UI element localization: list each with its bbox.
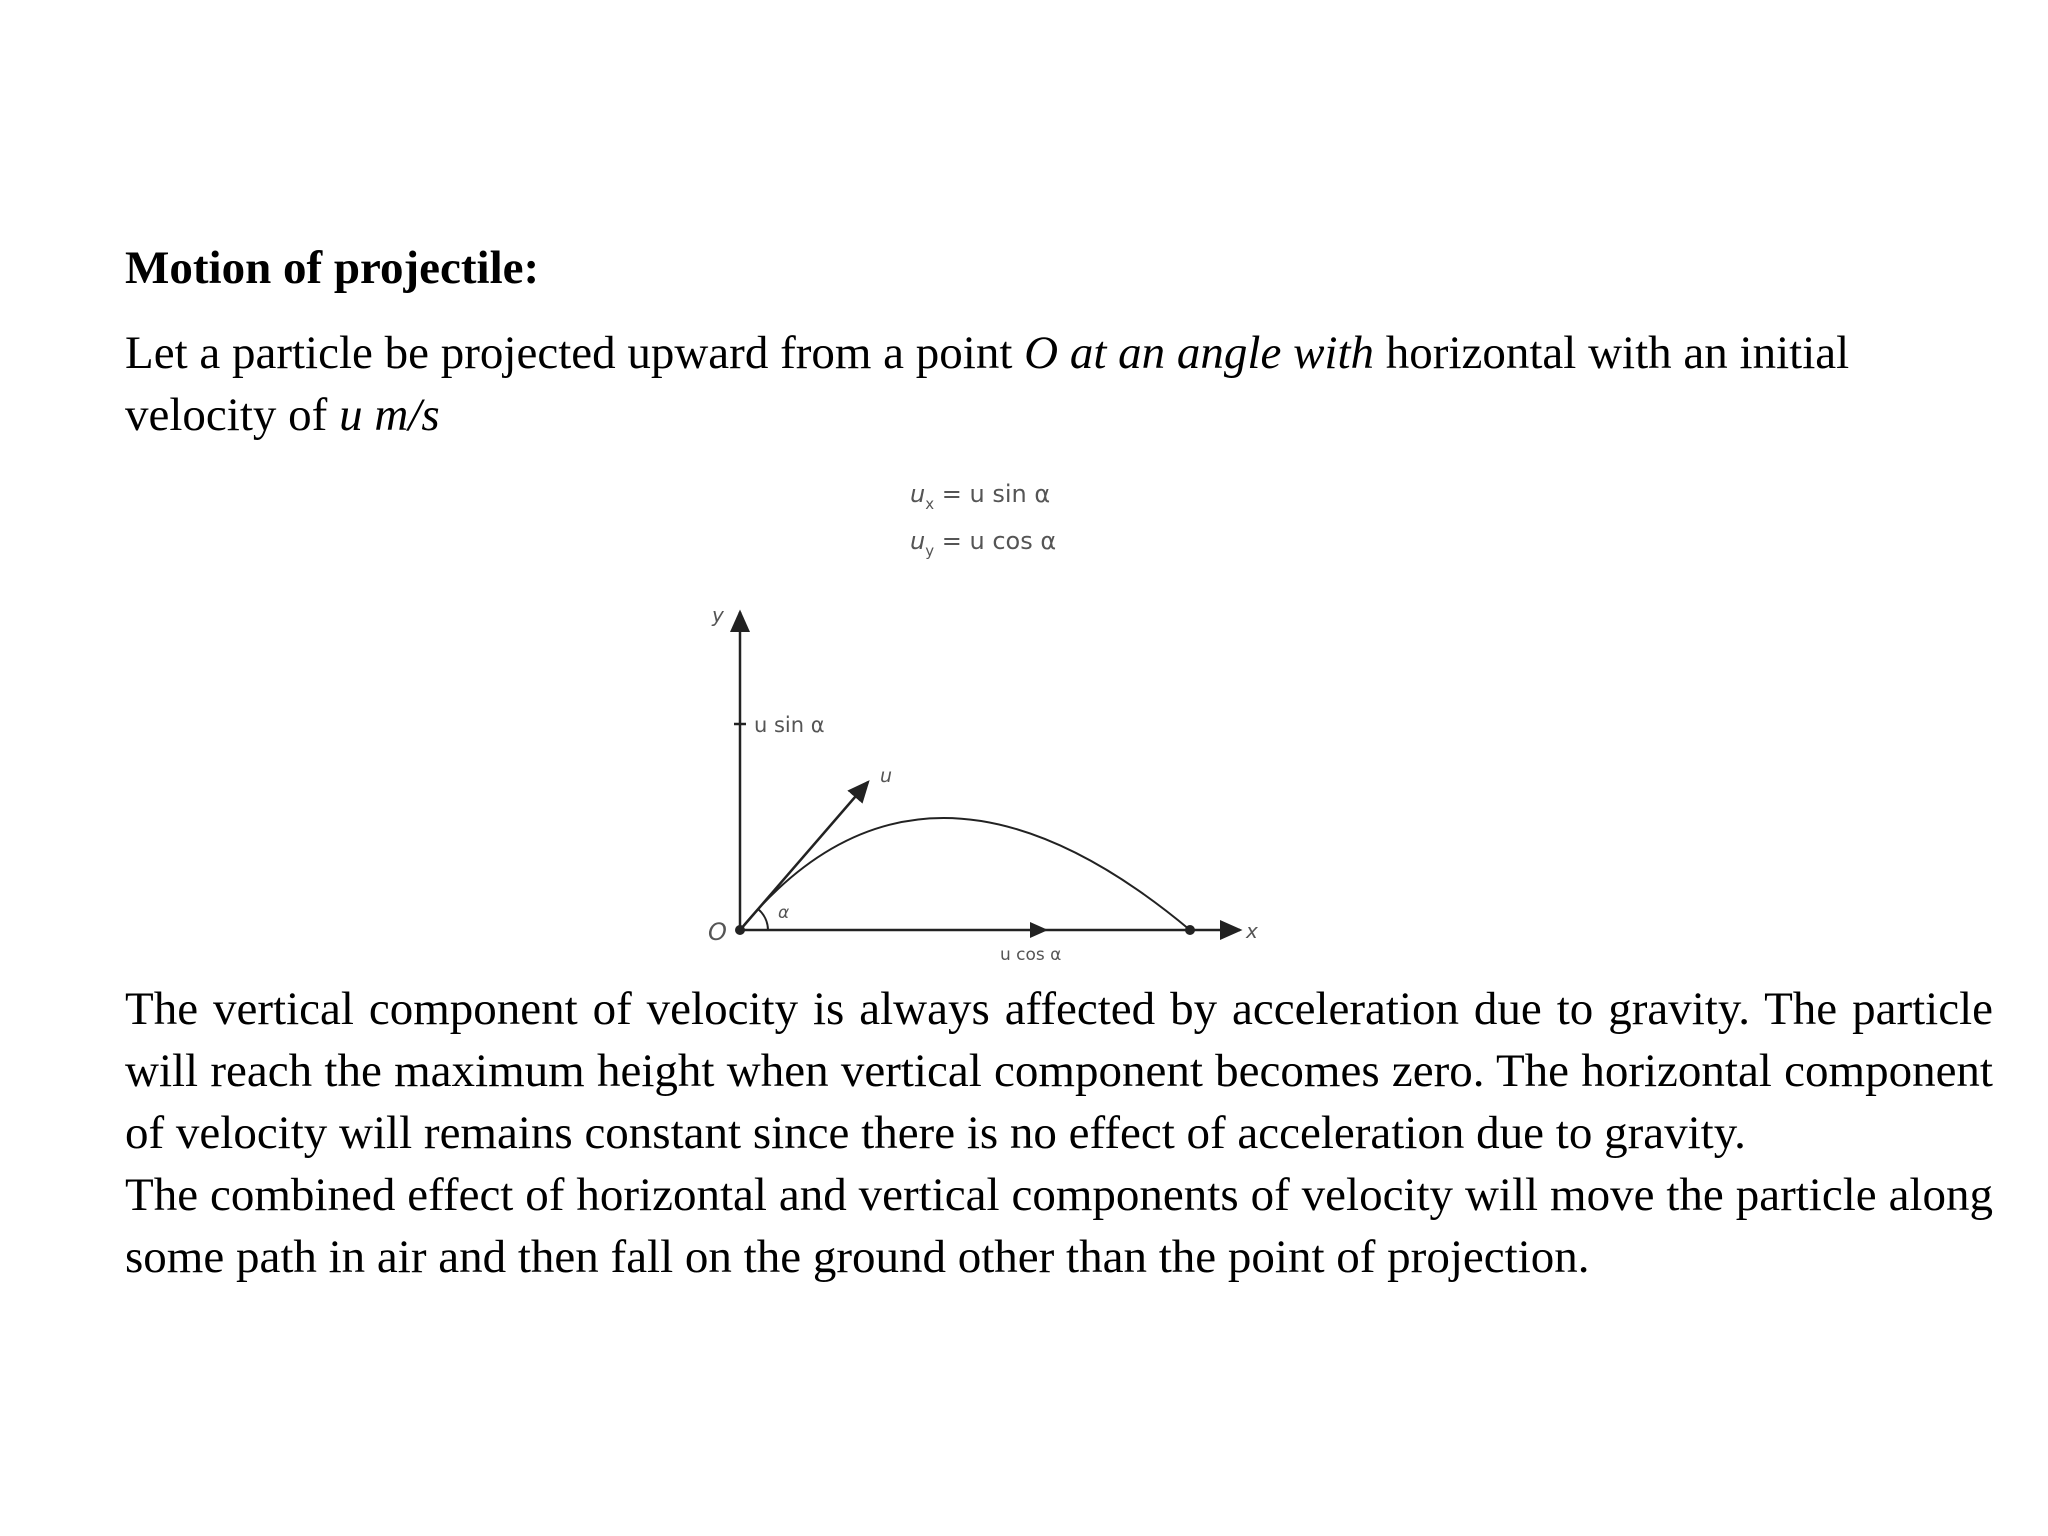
body-text xyxy=(125,978,1993,1288)
intro-text-2: horizontal with an initial xyxy=(1374,327,1850,379)
u-cos-label: u cos α xyxy=(1000,945,1062,965)
intro-italic-2: u m/s xyxy=(339,389,440,441)
section-heading: Motion of projectile: xyxy=(125,242,540,294)
y-axis-label: y xyxy=(712,603,724,627)
eq2-subscript: y xyxy=(925,542,935,560)
eq1-rhs: = u sin α xyxy=(934,480,1051,508)
eq1-lhs: u xyxy=(910,480,926,508)
angle-arc xyxy=(758,909,768,930)
intro-line-1 xyxy=(125,322,2035,384)
u-sin-label: u sin α xyxy=(754,713,825,737)
intro-text-3: velocity of xyxy=(125,389,340,441)
landing-point xyxy=(1185,925,1195,935)
projectile-svg xyxy=(690,470,1290,970)
eq2-lhs: u xyxy=(910,527,926,555)
origin-label: O xyxy=(708,918,727,946)
alpha-label: α xyxy=(778,903,790,923)
intro-text-1: Let a particle be projected upward from a point xyxy=(125,327,1025,379)
projectile-diagram xyxy=(690,470,1290,970)
paragraph-vertical-component: The vertical component of velocity is always affected by acceleration due to gravity. The particle will reach the maximum height when vertical component becomes zero. The horizontal component of velocity will remains constant since there is no effect of acceleration due to gravity. xyxy=(125,983,1993,1159)
equation-ux xyxy=(910,480,1050,513)
equation-uy xyxy=(910,527,1056,560)
velocity-u-label: u xyxy=(880,765,893,787)
x-axis-label: x xyxy=(1246,919,1258,943)
eq1-subscript: x xyxy=(925,495,935,513)
trajectory-path xyxy=(740,818,1190,930)
intro-paragraph xyxy=(125,322,2035,446)
eq2-rhs: = u cos α xyxy=(934,527,1057,555)
paragraph-combined-effect: The combined effect of horizontal and vertical components of velocity will move the particle along some path in air and then fall on the ground other than the point of projection. xyxy=(125,1169,1993,1283)
intro-italic-1: O at an angle with xyxy=(1024,327,1375,379)
intro-line-2 xyxy=(125,384,2035,446)
